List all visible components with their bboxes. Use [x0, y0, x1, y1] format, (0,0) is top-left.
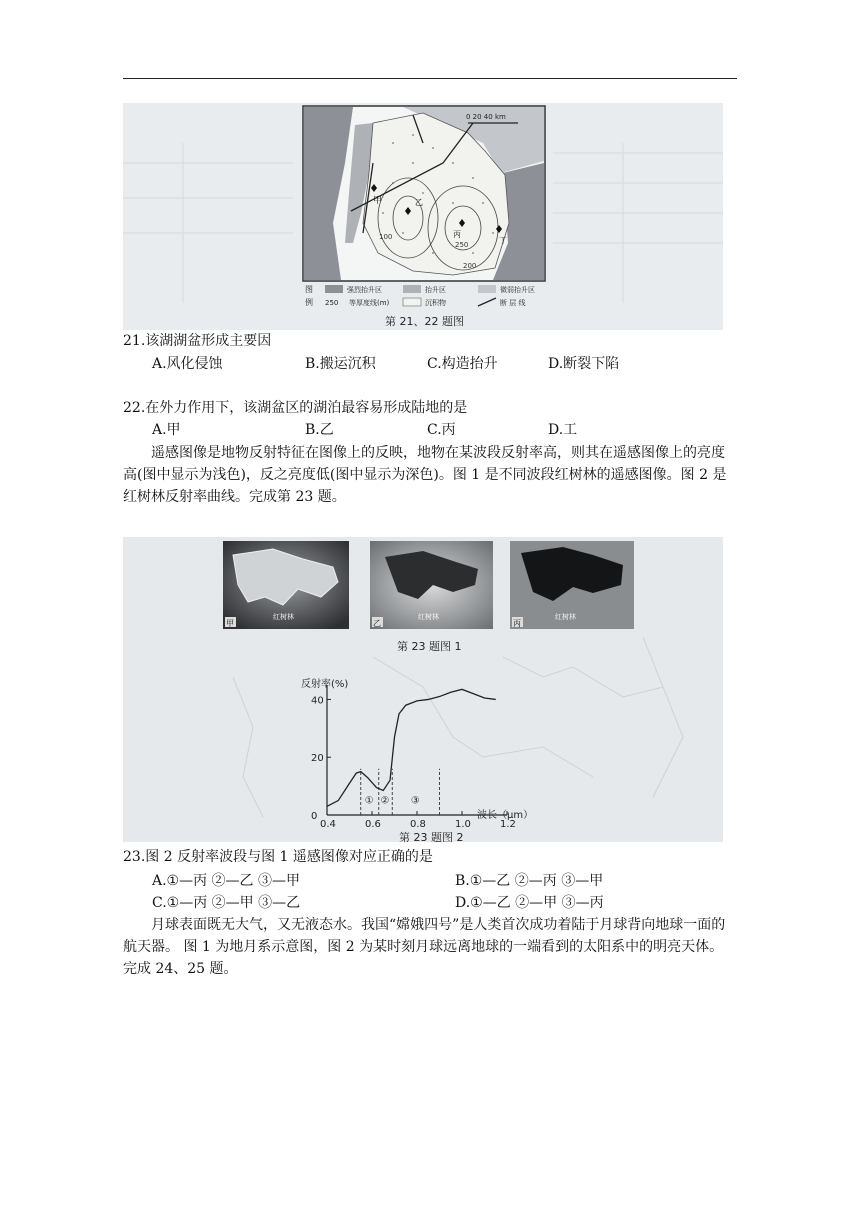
contour-label-200: 200 [463, 262, 477, 270]
scale-label: 0 20 40 km [466, 113, 506, 121]
fig23-caption1: 第 23 题图 1 [397, 640, 462, 653]
q22-option-a: A.甲 [152, 422, 181, 438]
contour-label-100: 100 [379, 233, 393, 241]
legend-uplift: 抬升区 [425, 286, 446, 294]
point-jia-label: 甲 [373, 196, 383, 206]
legend-tu: 图 [305, 285, 313, 294]
q23-option-c: C.①—丙 ②—甲 ③—乙 [152, 895, 301, 911]
y-tick-label-2: 40 [311, 695, 324, 707]
legend-isopach: 等厚度线(m) [349, 299, 390, 307]
fig21-caption: 第 21、22 题图 [385, 315, 464, 328]
legend-weak-uplift: 微弱抬升区 [500, 286, 535, 294]
q22-option-b: B.乙 [305, 422, 334, 438]
contour-label-250: 250 [455, 241, 469, 249]
band-label-0: ① [364, 795, 374, 807]
map-legend [305, 285, 535, 307]
y-tick-label-0: 0 [311, 811, 318, 822]
reflectance-series-line-0 [327, 689, 496, 806]
q21-option-d: D.断裂下陷 [548, 356, 620, 372]
x-tick-label-4: 1.2 [500, 819, 516, 830]
q23-option-a: A.①—丙 ②—乙 ③—甲 [152, 873, 301, 889]
q22-option-c: C.丙 [427, 422, 456, 438]
legend-strong-uplift-swatch [325, 285, 343, 293]
x-tick-label-3: 1.0 [455, 819, 471, 830]
q21-stem: 21.该湖湖盆形成主要因 [123, 333, 272, 349]
band-label-2: ③ [410, 795, 420, 807]
point-bing-label: 丙 [453, 230, 461, 239]
panel-yi-tag: 乙 [373, 619, 381, 628]
basin-map-photo [123, 103, 723, 330]
fig23-photo [123, 537, 723, 842]
panel-bing-tag: 丙 [513, 619, 521, 628]
q22-option-d: D.工 [548, 422, 578, 438]
x-tick-label-0: 0.4 [320, 819, 336, 830]
panel-jia-tag: 甲 [226, 619, 234, 628]
q22-stem: 22.在外力作用下，该湖盆区的湖泊最容易形成陆地的是 [123, 400, 468, 416]
legend-sediment: 沉积物 [425, 299, 446, 307]
basin-map-figure [123, 103, 723, 330]
legend-fault-swatch [478, 298, 496, 306]
x-axis-label: 波长（μm） [477, 810, 534, 821]
legend-fault: 断 层 线 [500, 299, 526, 307]
fig23-caption2: 第 23 题图 2 [399, 831, 464, 842]
fig23-figure [123, 537, 723, 842]
q23-option-b: B.①—乙 ②—丙 ③—甲 [455, 873, 604, 889]
q21-option-b: B.搬运沉积 [305, 356, 376, 372]
panel-bing-label: 红树林 [555, 613, 576, 621]
reflectance-chart [301, 677, 533, 842]
y-axis-label: 反射率(%) [301, 679, 349, 690]
x-tick-label-1: 0.6 [365, 819, 381, 830]
header-rule [123, 78, 737, 79]
panel-yi-label: 红树林 [418, 613, 439, 621]
x-tick-label-2: 0.8 [410, 819, 426, 830]
legend-strong-uplift: 强烈抬升区 [347, 286, 382, 294]
point-yi-label: 乙 [415, 198, 423, 207]
y-tick-label-1: 20 [311, 753, 324, 765]
legend-sediment-swatch [403, 298, 421, 306]
legend-isopach-sample: 250 [325, 299, 339, 307]
intro-23-paragraph: 遥感图像是地物反射特征在图像上的反映，地物在某波段反射率高，则其在遥感图像上的亮度高(图中显示为浅色)，反之亮度低(图中显示为深色)。图 1 是不同波段红树林的遥感图像。图 2 是红树林反射率曲线。完成第 23 题。 [123, 445, 727, 505]
legend-weak-uplift-swatch [478, 285, 496, 293]
q23-stem: 23.图 2 反射率波段与图 1 遥感图像对应正确的是 [123, 849, 433, 865]
band-label-1: ② [380, 795, 390, 807]
legend-li: 例 [305, 298, 313, 307]
q21-option-c: C.构造抬升 [427, 356, 498, 372]
legend-uplift-swatch [403, 285, 421, 293]
point-ding-label: 丁 [499, 236, 507, 245]
q23-option-d: D.①—乙 ②—甲 ③—丙 [455, 895, 604, 911]
q21-option-a: A.风化侵蚀 [152, 356, 223, 372]
intro-24-paragraph: 月球表面既无大气，又无液态水。我国“嫦娥四号”是人类首次成功着陆于月球背向地球一面的航天器。 图 1 为地月系示意图，图 2 为某时刻月球远离地球的一端看到的太阳系中的明亮天体。完成 24、25 题。 [123, 917, 726, 977]
panel-jia-label: 红树林 [273, 613, 294, 621]
